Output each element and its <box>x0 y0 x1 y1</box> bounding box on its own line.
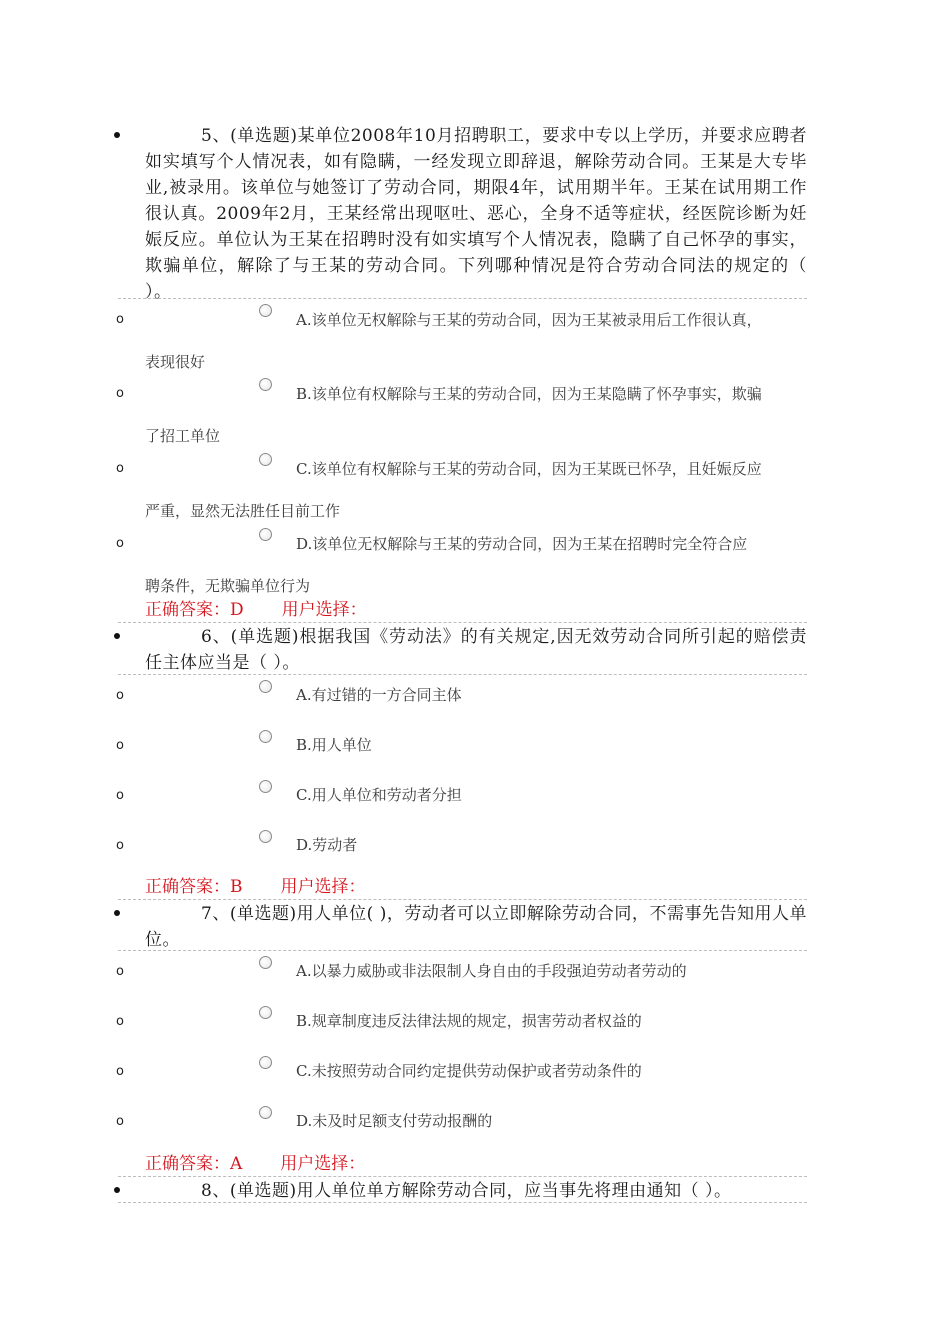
option-marker: o <box>116 838 124 853</box>
correct-answer: 正确答案：A <box>145 1154 243 1174</box>
divider <box>118 298 807 299</box>
correct-answer: 正确答案：B <box>145 877 243 897</box>
option-c-label-continued: 严重，显然无法胜任目前工作 <box>145 502 341 520</box>
divider <box>118 950 807 951</box>
option-c-radio[interactable] <box>259 1056 272 1069</box>
correct-answer: 正确答案：D <box>145 600 244 620</box>
question-8-stem: 8、(单选题)用人单位单方解除劳动合同，应当事先将理由通知（ ）。 <box>201 1181 732 1201</box>
option-d-radio[interactable] <box>259 528 272 541</box>
option-d-label: D.未及时足额支付劳动报酬的 <box>296 1112 493 1130</box>
user-choice-label: 用户选择： <box>280 877 366 897</box>
option-d-radio[interactable] <box>259 1106 272 1119</box>
question-7-stem: 7、(单选题)用人单位( )，劳动者可以立即解除劳动合同，不需事先告知用人单位。 <box>145 904 807 950</box>
option-b-radio[interactable] <box>259 378 272 391</box>
user-choice-label: 用户选择： <box>281 600 367 620</box>
answer-line <box>145 599 367 621</box>
option-d-label: D.该单位无权解除与王某的劳动合同，因为王某在招聘时完全符合应 <box>296 535 748 553</box>
option-b-label: B.规章制度违反法律法规的规定，损害劳动者权益的 <box>296 1012 642 1030</box>
option-a-label-continued: 表现很好 <box>145 353 206 371</box>
option-b-radio[interactable] <box>259 1006 272 1019</box>
option-c-radio[interactable] <box>259 780 272 793</box>
question-bullet <box>114 132 124 142</box>
option-a-radio[interactable] <box>259 680 272 693</box>
option-c-radio[interactable] <box>259 453 272 466</box>
option-marker: o <box>116 738 124 753</box>
user-choice-label: 用户选择： <box>280 1154 366 1174</box>
divider <box>118 1176 807 1177</box>
option-c-label: C.该单位有权解除与王某的劳动合同，因为王某既已怀孕，且妊娠反应 <box>296 460 762 478</box>
option-marker: o <box>116 1114 124 1129</box>
answer-line <box>145 876 366 898</box>
option-c-label: C.用人单位和劳动者分担 <box>296 786 462 804</box>
divider <box>118 899 807 900</box>
option-a-label: A.有过错的一方合同主体 <box>296 686 462 704</box>
option-c-label: C.未按照劳动合同约定提供劳动保护或者劳动条件的 <box>296 1062 642 1080</box>
option-a-label: A.该单位无权解除与王某的劳动合同，因为王某被录用后工作很认真， <box>296 311 762 329</box>
option-d-label: D.劳动者 <box>296 836 358 854</box>
option-d-radio[interactable] <box>259 830 272 843</box>
question-bullet <box>114 633 124 643</box>
divider <box>118 1202 807 1203</box>
question-bullet <box>114 910 124 920</box>
option-d-label-continued: 聘条件，无欺骗单位行为 <box>145 577 311 595</box>
divider <box>118 674 807 675</box>
option-marker: o <box>116 1064 124 1079</box>
option-b-label: B.该单位有权解除与王某的劳动合同，因为王某隐瞒了怀孕事实，欺骗 <box>296 385 762 403</box>
answer-line <box>145 1153 365 1175</box>
option-marker: o <box>116 536 124 551</box>
option-b-label: B.用人单位 <box>296 736 372 754</box>
divider <box>118 622 807 623</box>
option-b-label-continued: 了招工单位 <box>145 427 221 445</box>
option-marker: o <box>116 964 124 979</box>
option-marker: o <box>116 1014 124 1029</box>
question-bullet <box>114 1187 124 1197</box>
option-marker: o <box>116 312 124 327</box>
option-marker: o <box>116 461 124 476</box>
question-5-stem: 5、(单选题)某单位2008年10月招聘职工，要求中专以上学历，并要求应聘者如实填写个人情况表，如有隐瞒，一经发现立即辞退，解除劳动合同。王某是大专毕业,被录用。该单位与她签订了劳动合同，期限4年，试用期半年。王某在试用期工作很认真。2009年2月，王某经常出现呕吐、恶心，全身不适等症状，经医院诊断为妊娠反应。单位认为王某在招聘时没有如实填写个人情况表，隐瞒了自己怀孕的事实，欺骗单位，解除了与王某的劳动合同。下列哪种情况是符合劳动合同法的规定的（ ）。 <box>145 126 807 302</box>
option-marker: o <box>116 386 124 401</box>
option-b-radio[interactable] <box>259 730 272 743</box>
option-marker: o <box>116 688 124 703</box>
option-a-radio[interactable] <box>259 304 272 317</box>
option-marker: o <box>116 788 124 803</box>
question-6-stem: 6、(单选题)根据我国《劳动法》的有关规定,因无效劳动合同所引起的赔偿责任主体应当是（ ）。 <box>145 627 807 673</box>
option-a-radio[interactable] <box>259 956 272 969</box>
option-a-label: A.以暴力威胁或非法限制人身自由的手段强迫劳动者劳动的 <box>296 962 687 980</box>
